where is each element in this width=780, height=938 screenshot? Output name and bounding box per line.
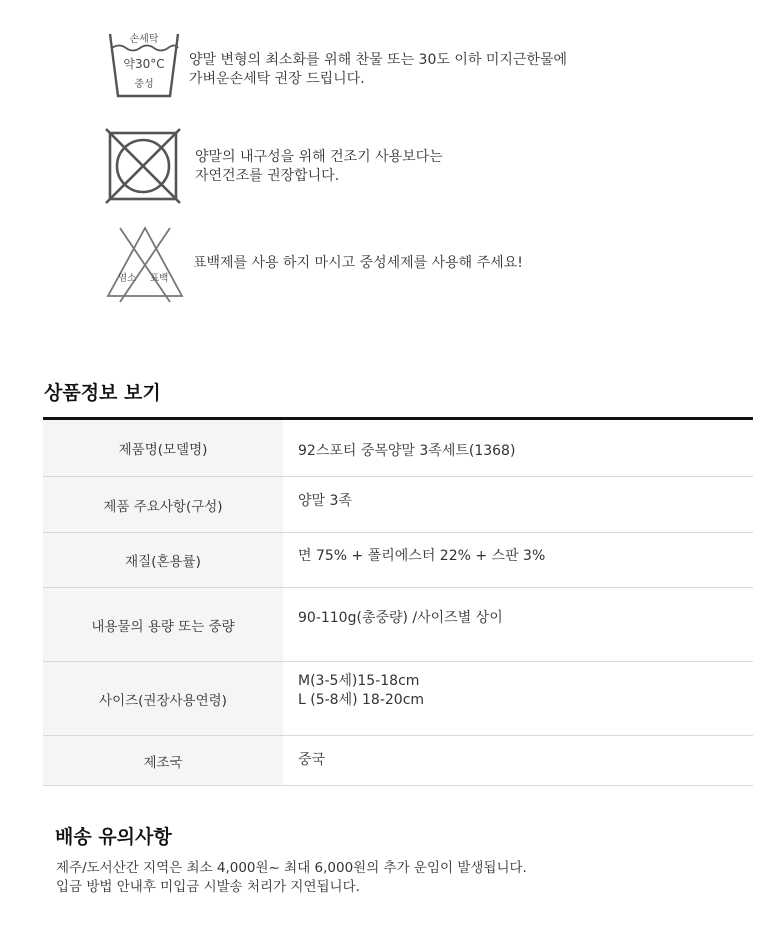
row-value-line: 90-110g(총중량) /사이즈별 상이 [298,610,503,626]
hand-wash-label: 손세탁 [129,34,159,45]
chlorine-label: 염소 [118,273,137,284]
care-text-bleach [193,254,523,273]
row-label: 내용물의 용량 또는 중량 [43,588,283,661]
table-row-size [43,662,753,736]
table-row-weight [43,588,753,662]
table-row-model [43,420,753,477]
row-value [298,547,545,566]
hand-wash-30c-icon [106,26,182,106]
shipping-line: 제주/도서산간 지역은 최소 4,000원~ 최대 6,000원의 추가 운임이 발생됩니다. [56,860,527,876]
no-tumble-dry-icon [104,126,182,210]
row-value [298,609,503,628]
care-text-line: 가벼운손세탁 권장 드립니다. [189,71,365,87]
bleach-label: 표백 [150,273,169,284]
row-value [298,442,515,461]
product-info-title: 상품정보 보기 [44,382,161,404]
row-label: 제품 주요사항(구성) [43,477,283,532]
care-text-line: 표백제를 사용 하지 마시고 중성세제를 사용해 주세요! [193,255,523,271]
care-text-line: 자연건조를 권장합니다. [195,168,340,184]
row-value [298,492,352,511]
shipping-notice [56,859,527,897]
care-text-drying [195,148,443,186]
row-label: 제품명(모델명) [43,420,283,476]
row-value-line: 양말 3족 [298,493,352,509]
row-label: 재질(혼용률) [43,533,283,587]
shipping-title: 배송 유의사항 [55,826,172,848]
table-row-composition [43,477,753,533]
care-text-line: 양말의 내구성을 위해 건조기 사용보다는 [195,149,443,165]
neutral-label: 중성 [134,79,154,90]
shipping-line: 입금 방법 안내후 미입금 시발송 처리가 지연됩니다. [56,879,360,895]
product-info-table [43,417,753,786]
care-text-line: 양말 변형의 최소화를 위해 찬물 또는 30도 이하 미지근한물에 [189,52,567,68]
temperature-label: 약30°C [123,57,165,71]
row-label: 사이즈(권장사용연령) [43,662,283,735]
care-text-hand-wash [189,51,567,89]
row-value [298,751,325,770]
row-value-line: L (5-8세) 18-20cm [298,692,425,708]
table-row-material [43,533,753,588]
row-label: 제조국 [43,736,283,785]
row-value-line: M(3-5세)15-18cm [298,673,420,689]
table-row-origin [43,736,753,786]
row-value-line: 중국 [298,752,326,768]
row-value [298,672,424,710]
row-value-line: 면 75% + 폴리에스터 22% + 스판 3% [298,548,546,564]
no-bleach-icon [104,222,186,308]
row-value-line: 92스포티 중목양말 3족세트(1368) [298,443,516,459]
